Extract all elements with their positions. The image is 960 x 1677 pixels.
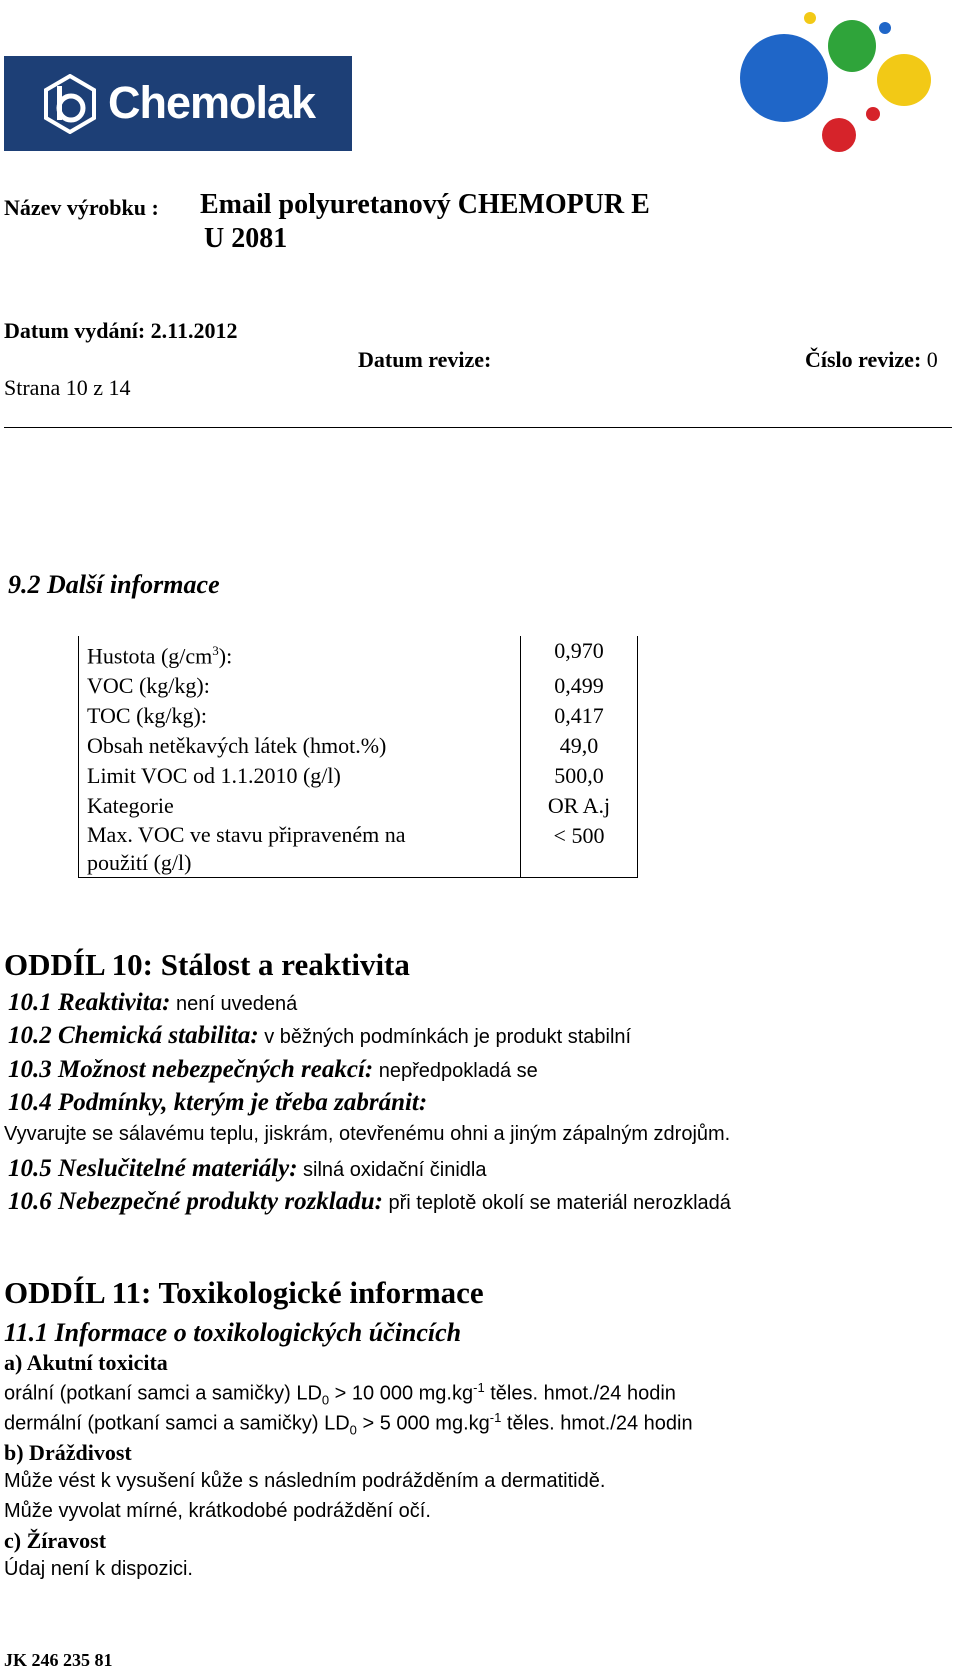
small-yellow-dot xyxy=(804,12,816,24)
blue-dot xyxy=(740,34,828,122)
section-10-4: 10.4 Podmínky, kterým je třeba zabránit: xyxy=(8,1089,428,1116)
section-10-2: 10.2 Chemická stabilita: v běžných podmínkách je produkt stabilní xyxy=(8,1022,632,1049)
table-row xyxy=(79,791,638,821)
table-cell-value: 0,970 xyxy=(521,636,638,671)
table-cell-value: 500,0 xyxy=(521,761,638,791)
logo-wordmark: Chemolak xyxy=(108,77,316,128)
table-cell-label: Kategorie xyxy=(79,791,521,821)
revision-number-value: 0 xyxy=(926,347,938,372)
irritation-title: b) Dráždivost xyxy=(4,1440,132,1465)
section-10-heading: ODDÍL 10: Stálost a reaktivita xyxy=(4,947,410,982)
irritation-line1: Může vést k vysušení kůže s následním podrážděním a dermatitidě. xyxy=(4,1470,606,1492)
product-name-line1: Email polyuretanový CHEMOPUR E xyxy=(200,189,650,220)
table-cell-label: Hustota $(g/cm^3)$: xyxy=(79,636,521,671)
chemolak-logo-icon xyxy=(40,74,100,134)
table-cell-value: 0,417 xyxy=(521,701,638,731)
properties-table xyxy=(78,636,638,878)
table-row xyxy=(79,671,638,701)
product-name-line2: U 2081 xyxy=(204,223,288,254)
table-row xyxy=(79,821,638,878)
table-cell-label: Max. VOC ve stavu připraveném na použití (g/l) xyxy=(79,821,521,878)
page-info: Strana 10 z 14 xyxy=(4,375,131,400)
table-cell-value: 49,0 xyxy=(521,731,638,761)
table-cell-value: OR A.j xyxy=(521,791,638,821)
corrosion-title: c) Žíravost xyxy=(4,1528,107,1553)
section-11-heading: ODDÍL 11: Toxikologické informace xyxy=(4,1275,484,1310)
section-10-1: 10.1 Reaktivita: není uvedená xyxy=(8,989,298,1016)
table-row xyxy=(79,761,638,791)
green-dot xyxy=(828,20,876,72)
table-row xyxy=(79,701,638,731)
irritation-line2: Může vyvolat mírné, krátkodobé podráždění očí. xyxy=(4,1500,431,1522)
table-row xyxy=(79,636,638,671)
company-logo xyxy=(4,56,352,151)
table-cell-label: VOC (kg/kg): xyxy=(79,671,521,701)
small-blue-dot xyxy=(879,22,891,34)
section-9-2-title: 9.2 Další informace xyxy=(8,570,220,599)
section-10-6: 10.6 Nebezpečné produkty rozkladu: při teplotě okolí se materiál nerozkladá xyxy=(8,1188,731,1215)
revision-number xyxy=(805,347,938,373)
section-11-1-title: 11.1 Informace o toxikologických účincích xyxy=(4,1318,462,1347)
table-cell-label: Limit VOC od 1.1.2010 (g/l) xyxy=(79,761,521,791)
table-cell-value: < 500 xyxy=(521,821,638,878)
revision-date-label: Datum revize: xyxy=(358,347,492,372)
section-10-5: 10.5 Neslučitelné materiály: silná oxidační činidla xyxy=(8,1155,487,1182)
section-10-3: 10.3 Možnost nebezpečných reakcí: nepředpokladá se xyxy=(8,1056,538,1083)
product-label: Název výrobku : xyxy=(4,195,159,220)
revision-number-label: Číslo revize: xyxy=(805,347,922,372)
dermal-toxicity: dermální (potkaní samci a samičky) $LD_0 > 5$ 000 $mg.kg^{-1}$ těles. hmot./24 hodin xyxy=(4,1410,693,1438)
yellow-dot xyxy=(877,54,931,106)
header-divider xyxy=(4,427,952,428)
color-dots-decoration xyxy=(740,8,940,158)
corrosion-line1: Údaj není k dispozici. xyxy=(4,1558,193,1580)
document-code: JK 246 235 81 xyxy=(4,1650,113,1670)
table-cell-value: 0,499 xyxy=(521,671,638,701)
acute-toxicity-title: a) Akutní toxicita xyxy=(4,1350,168,1375)
table-row xyxy=(79,731,638,761)
table-cell-label: TOC (kg/kg): xyxy=(79,701,521,731)
small-red-dot xyxy=(866,107,880,121)
oral-toxicity: orální (potkaní samci a samičky) $LD_0 > 10$ 000 $mg.kg^{-1}$ těles. hmot./24 hodin xyxy=(4,1380,676,1408)
table-cell-label: Obsah netěkavých látek (hmot.%) xyxy=(79,731,521,761)
issue-date: Datum vydání: 2.11.2012 xyxy=(4,318,238,343)
section-10-4-text: Vyvarujte se sálavému teplu, jiskrám, otevřenému ohni a jiným zápalným zdrojům. xyxy=(4,1123,731,1145)
red-dot xyxy=(822,118,856,152)
